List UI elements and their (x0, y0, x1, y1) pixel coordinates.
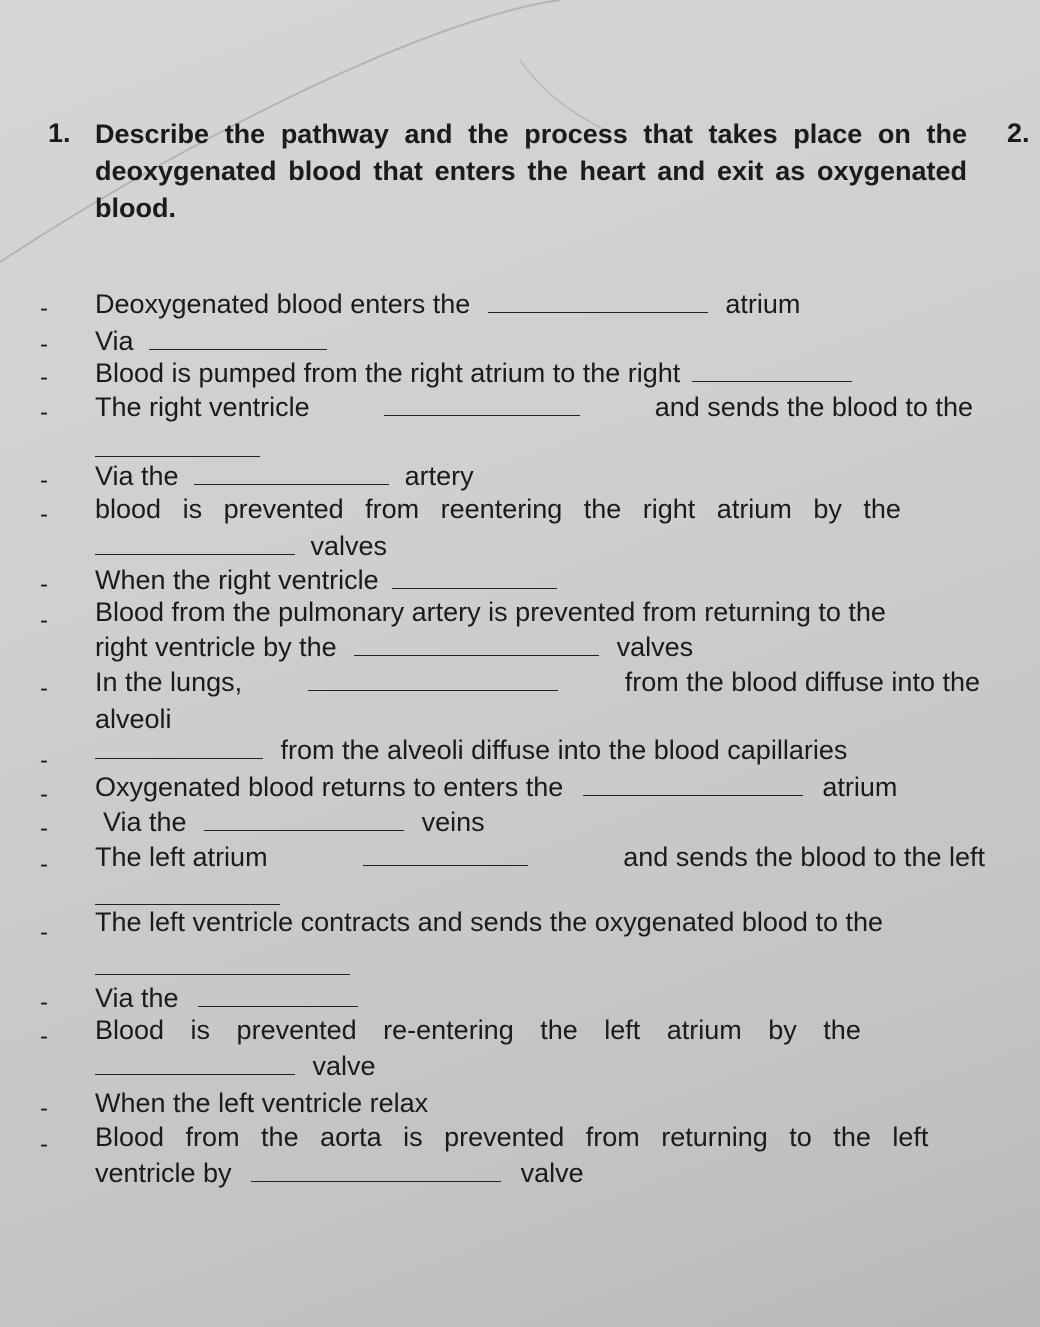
answer-blank[interactable] (95, 954, 350, 975)
item-text: Deoxygenated blood enters the (95, 289, 471, 319)
bullet-dash: - (40, 607, 48, 634)
item-text: ventricle by (95, 1158, 232, 1188)
list-item (95, 459, 474, 493)
item-text: Blood from the pulmonary artery is prevented from returning to the (95, 597, 886, 627)
item-text: Oxygenated blood returns to enters the (95, 772, 564, 802)
bullet-dash: - (40, 501, 48, 528)
list-item (95, 665, 980, 699)
answer-blank[interactable] (363, 845, 528, 866)
bullet-dash: - (40, 989, 48, 1016)
item-text: Blood from the aorta is prevented from returning to the left (95, 1122, 929, 1152)
list-item (95, 1156, 584, 1190)
item-text: Blood is pumped from the right atrium to the right (95, 358, 681, 388)
list-item (103, 805, 485, 839)
item-text-after: atrium (725, 289, 801, 319)
list-item (95, 324, 327, 358)
answer-blank[interactable] (251, 1161, 501, 1182)
item-text-after: valve (520, 1158, 584, 1188)
bullet-dash: - (40, 747, 48, 774)
item-text-after: and sends the blood to the left (623, 842, 985, 872)
item-text: alveoli (95, 704, 172, 734)
answer-blank[interactable] (95, 884, 280, 905)
list-item (95, 595, 886, 629)
item-text: In the lungs, (95, 667, 243, 697)
bullet-dash: - (40, 467, 48, 494)
list-item (95, 356, 852, 390)
answer-blank[interactable] (95, 534, 295, 555)
bullet-dash: - (40, 295, 48, 322)
item-text: Via the (103, 807, 187, 837)
answer-blank[interactable] (308, 670, 558, 691)
question-number: 1. (48, 118, 71, 148)
item-text: from the alveoli diffuse into the blood capillaries (280, 735, 848, 765)
list-item (95, 1049, 376, 1083)
list-item (95, 905, 883, 939)
list-item (95, 630, 693, 664)
answer-blank[interactable] (95, 436, 260, 457)
item-text: valve (312, 1051, 376, 1081)
list-item (95, 1086, 428, 1120)
item-text-after: valves (616, 632, 694, 662)
answer-blank[interactable] (95, 1054, 295, 1075)
bullet-dash: - (40, 1131, 48, 1158)
list-item (95, 563, 557, 597)
answer-blank[interactable] (384, 395, 580, 416)
item-text: The left atrium (95, 842, 268, 872)
question-prompt: Describe the pathway and the process that takes place on the deoxygenated blood that enters the heart and exit as oxygenated blood. (95, 119, 967, 223)
item-text-after: veins (421, 807, 485, 837)
next-question-number: 2. (1007, 118, 1030, 148)
list-item (95, 1013, 987, 1047)
answer-blank[interactable] (194, 464, 389, 485)
answer-blank[interactable] (198, 986, 358, 1007)
answer-blank[interactable] (95, 738, 263, 759)
bullet-dash: - (40, 364, 48, 391)
bullet-dash: - (40, 1095, 48, 1122)
item-text: valves (310, 531, 388, 561)
list-item (95, 1120, 928, 1154)
bullet-dash: - (40, 331, 48, 358)
bullet-dash: - (40, 919, 48, 946)
item-text: When the right ventricle (95, 565, 379, 595)
item-text: Via (95, 326, 134, 356)
item-text: Via the (95, 461, 179, 491)
item-text: Blood is prevented re-entering the left atrium by the (95, 1015, 861, 1045)
item-text-after: from the blood diffuse into the (624, 667, 980, 697)
bullet-dash: - (40, 851, 48, 878)
item-text: blood is prevented from reentering the right atrium by the (95, 494, 901, 524)
bullet-dash: - (40, 781, 48, 808)
item-text-after: artery (404, 461, 474, 491)
bullet-dash: - (40, 815, 48, 842)
item-text: Via the (95, 983, 179, 1013)
list-item (95, 492, 975, 526)
bullet-dash: - (40, 1023, 48, 1050)
list-item (95, 287, 800, 321)
list-item (95, 770, 897, 804)
item-text: When the left ventricle relax (95, 1088, 429, 1118)
list-item (95, 733, 847, 767)
list-item (95, 529, 387, 563)
answer-blank[interactable] (392, 568, 557, 589)
item-text: The left ventricle contracts and sends the oxygenated blood to the (95, 907, 883, 937)
answer-blank[interactable] (354, 635, 599, 656)
item-text: The right ventricle (95, 392, 310, 422)
item-text-after: and sends the blood to the (654, 392, 973, 422)
answer-blank[interactable] (583, 775, 803, 796)
list-item (95, 390, 973, 424)
list-item (95, 981, 358, 1015)
bullet-dash: - (40, 399, 48, 426)
bullet-dash: - (40, 675, 48, 702)
list-item (95, 840, 985, 874)
item-text-after: atrium (822, 772, 898, 802)
list-item (95, 702, 172, 736)
answer-blank[interactable] (488, 292, 708, 313)
answer-blank[interactable] (204, 810, 404, 831)
item-text: right ventricle by the (95, 632, 337, 662)
answer-blank[interactable] (149, 329, 327, 350)
answer-blank[interactable] (692, 361, 852, 382)
bullet-dash: - (40, 571, 48, 598)
